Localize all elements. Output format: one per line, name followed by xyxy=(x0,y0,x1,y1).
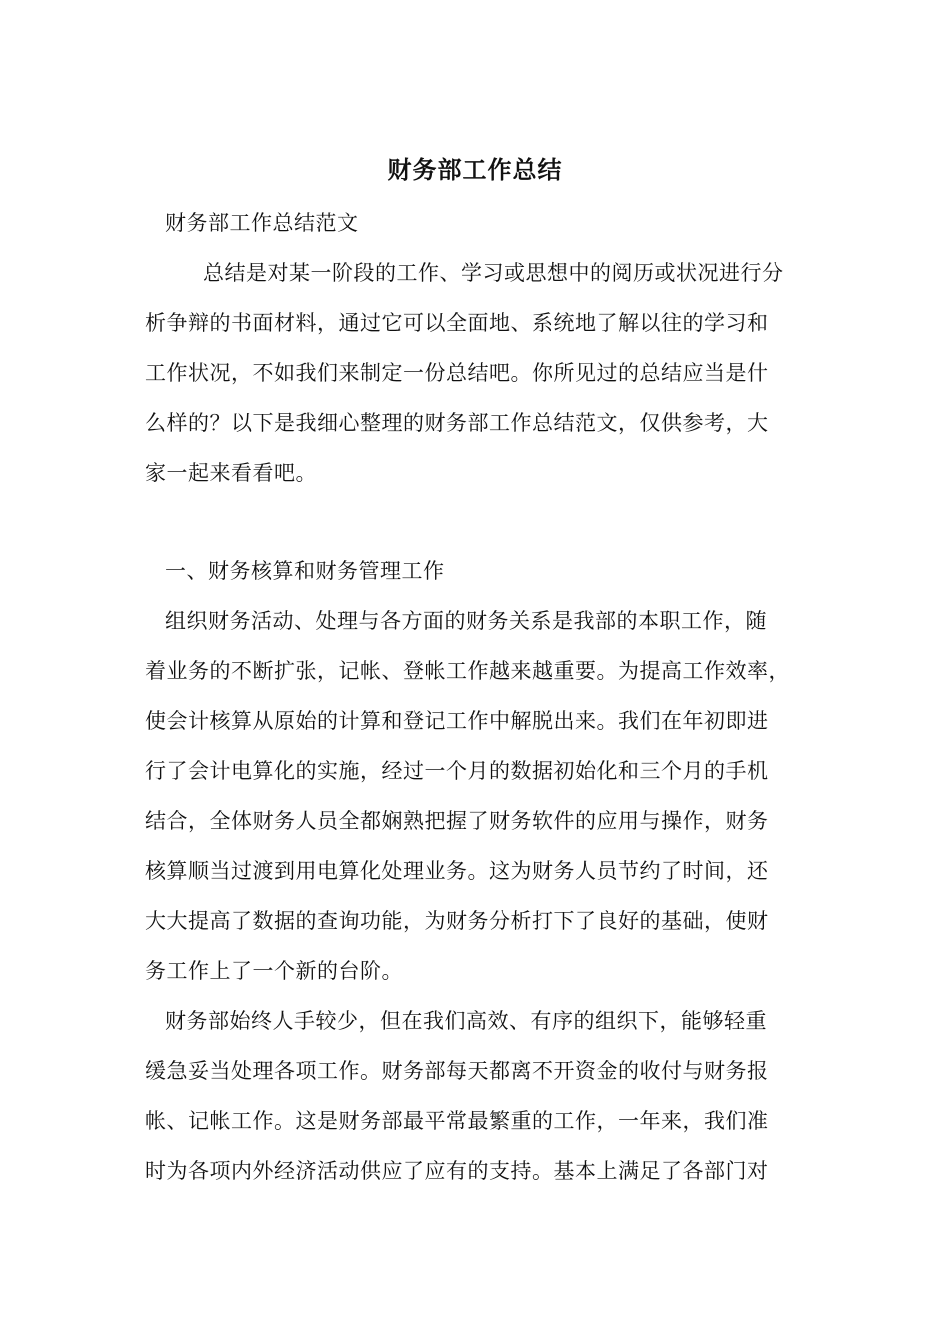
intro-line: 家一起来看看吧。 xyxy=(145,461,317,485)
paragraph-line: 使会计核算从原始的计算和登记工作中解脱出来。我们在年初即进 xyxy=(145,709,769,733)
paragraph-line: 着业务的不断扩张，记帐、登帐工作越来越重要。为提高工作效率， xyxy=(145,659,790,683)
paragraph-line: 务工作上了一个新的台阶。 xyxy=(145,959,403,983)
paragraph-line: 行了会计电算化的实施，经过一个月的数据初始化和三个月的手机 xyxy=(145,759,769,783)
paragraph-line: 大大提高了数据的查询功能，为财务分析打下了良好的基础，使财 xyxy=(145,909,769,933)
intro-line: 工作状况，不如我们来制定一份总结吧。你所见过的总结应当是什 xyxy=(145,361,769,385)
paragraph-line: 核算顺当过渡到用电算化处理业务。这为财务人员节约了时间，还 xyxy=(145,859,769,883)
section-heading: 一、财务核算和财务管理工作 xyxy=(165,559,445,583)
intro-line: 总结是对某一阶段的工作、学习或思想中的阅历或状况进行分 xyxy=(203,261,784,285)
intro-line: 么样的？以下是我细心整理的财务部工作总结范文，仅供参考，大 xyxy=(145,411,769,435)
intro-line: 析争辩的书面材料，通过它可以全面地、系统地了解以往的学习和 xyxy=(145,311,769,335)
document-title: 财务部工作总结 xyxy=(387,155,563,184)
paragraph-line: 时为各项内外经济活动供应了应有的支持。基本上满足了各部门对 xyxy=(145,1159,769,1183)
paragraph-line: 财务部始终人手较少，但在我们高效、有序的组织下，能够轻重 xyxy=(165,1009,767,1033)
paragraph-line: 缓急妥当处理各项工作。财务部每天都离不开资金的收付与财务报 xyxy=(145,1059,769,1083)
paragraph-line: 帐、记帐工作。这是财务部最平常最繁重的工作，一年来，我们准 xyxy=(145,1109,769,1133)
document-subtitle: 财务部工作总结范文 xyxy=(165,211,359,235)
paragraph-line: 组织财务活动、处理与各方面的财务关系是我部的本职工作，随 xyxy=(165,609,767,633)
paragraph-line: 结合，全体财务人员全都娴熟把握了财务软件的应用与操作，财务 xyxy=(145,809,769,833)
